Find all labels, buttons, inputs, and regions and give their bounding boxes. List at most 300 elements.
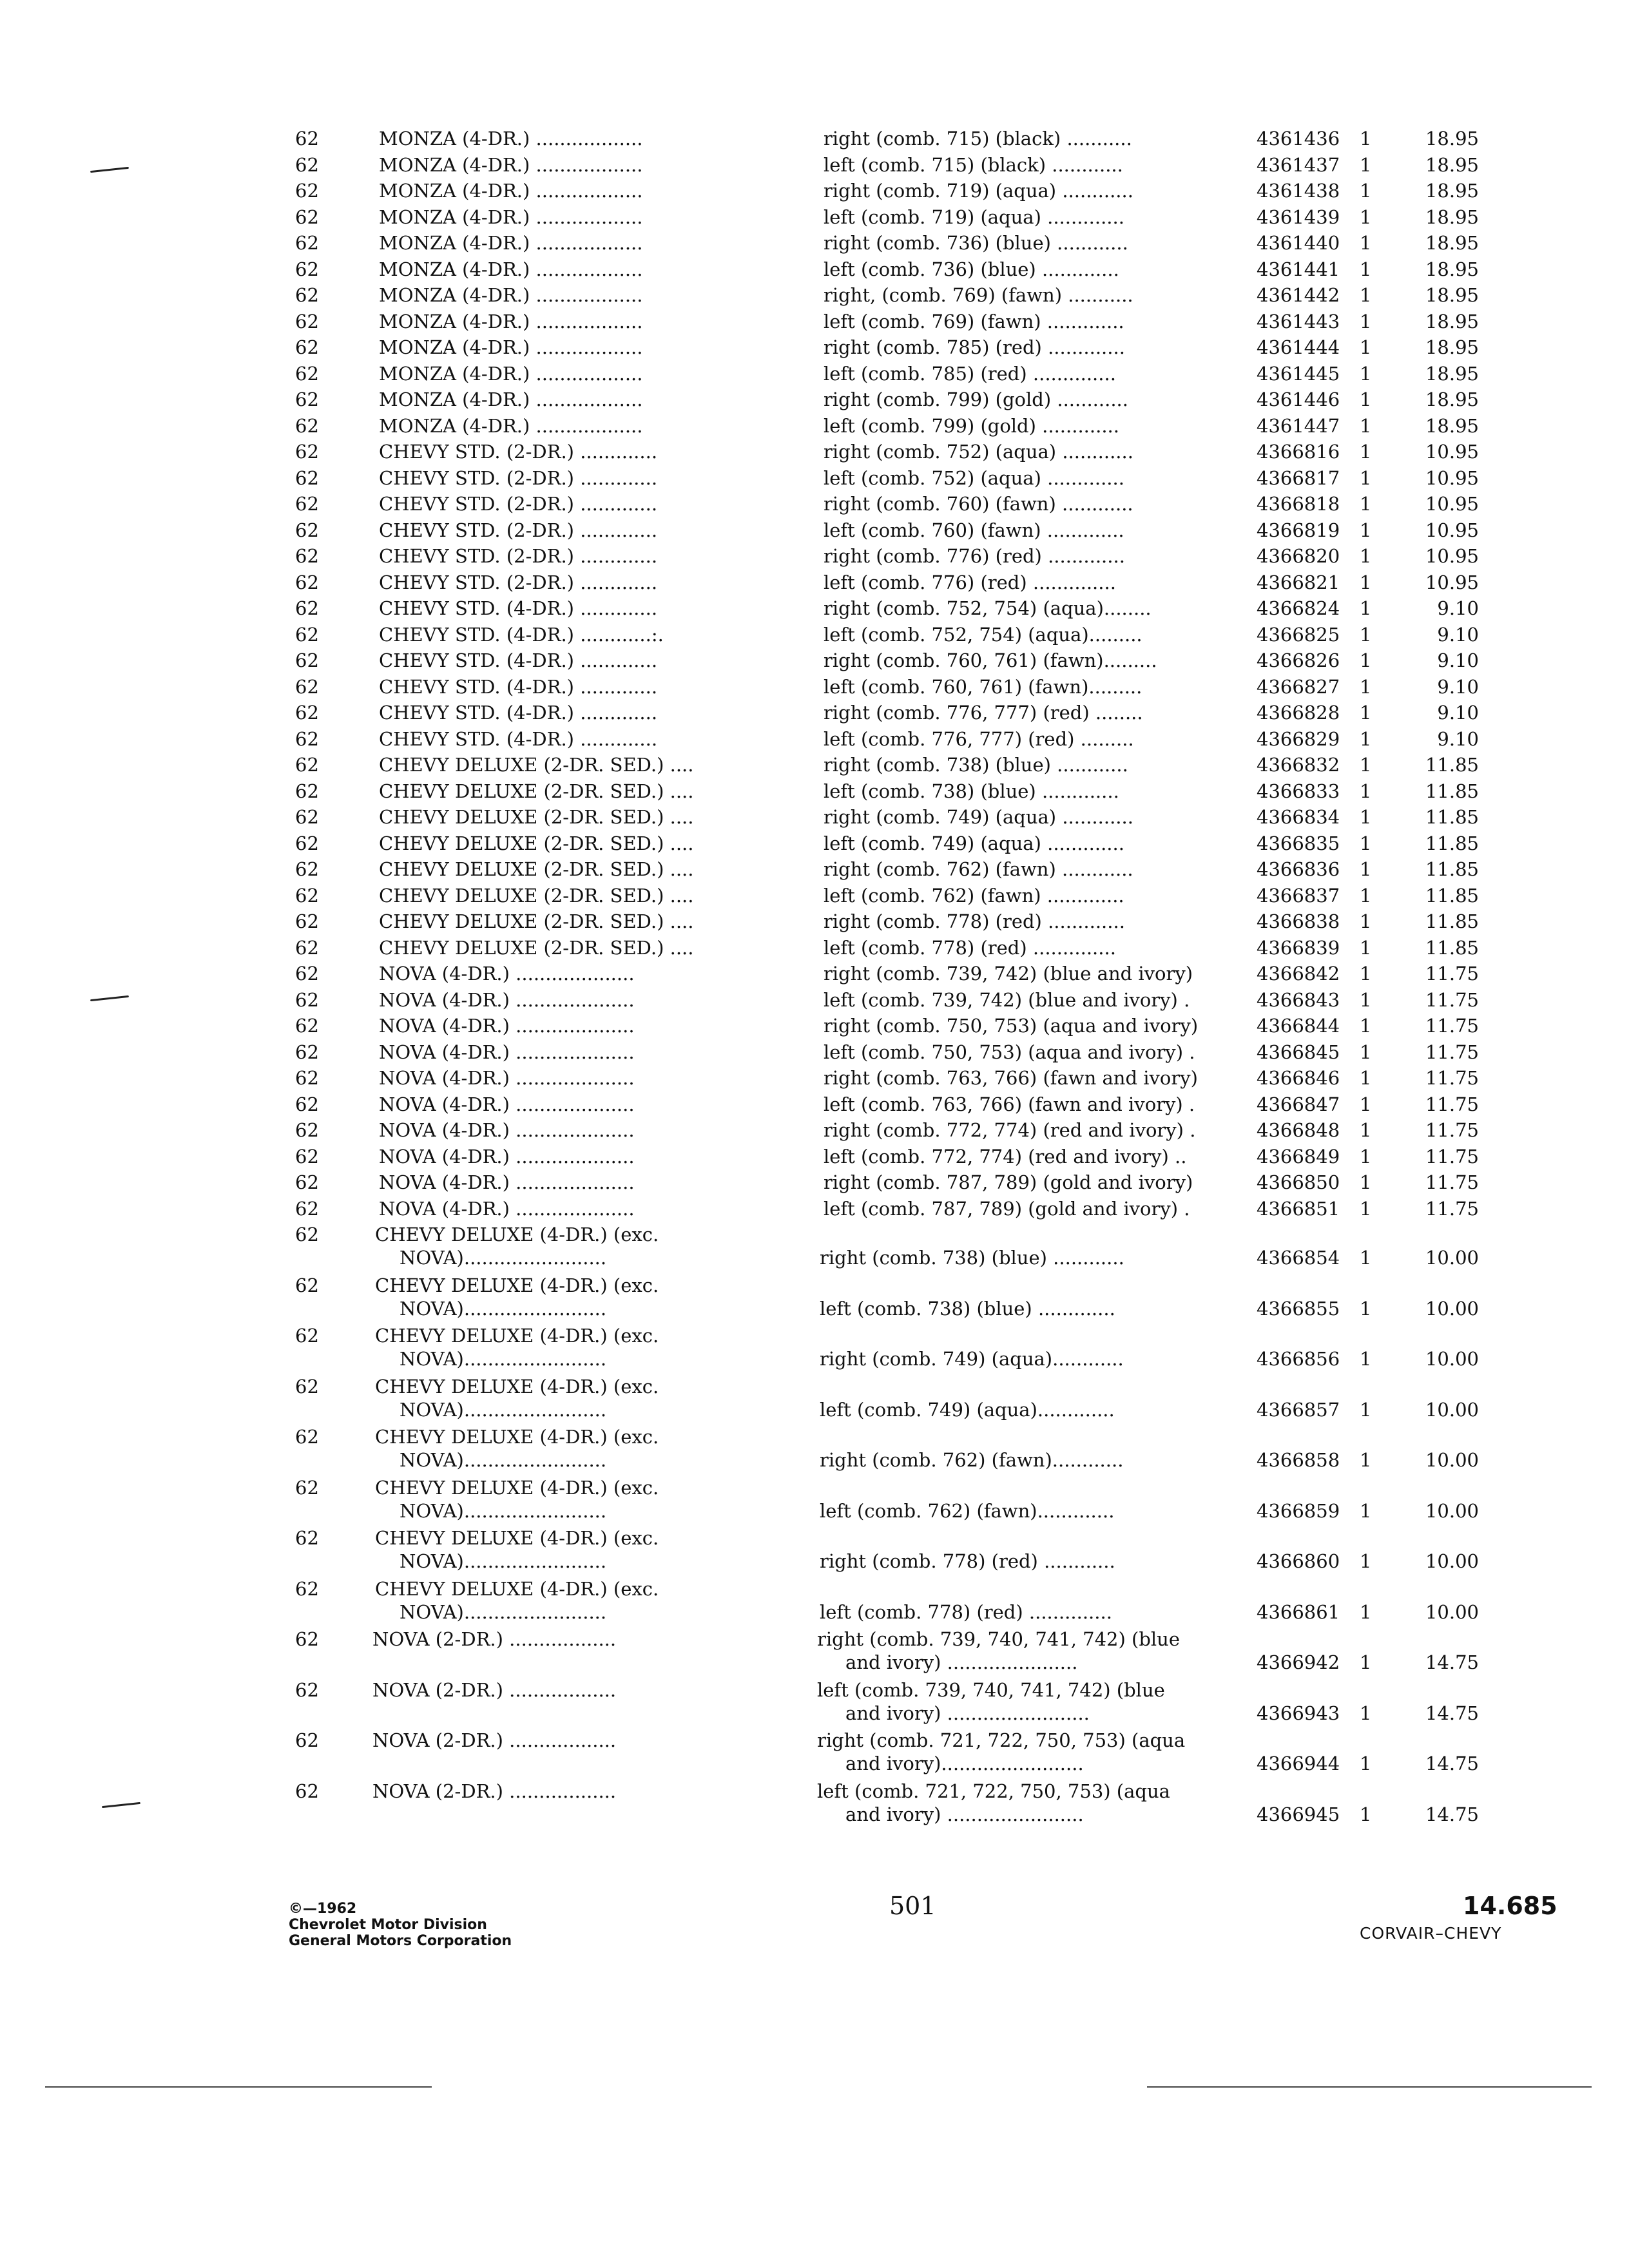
price-cell: 10.00 (1425, 1600, 1479, 1623)
quantity-cell: 1 (1360, 1197, 1372, 1220)
part-number-cell: 4366855 (1257, 1297, 1340, 1320)
price-cell: 11.75 (1425, 963, 1479, 985)
table-row (0, 1013, 1629, 1039)
year-cell: 62 (295, 963, 319, 985)
model-cell: CHEVY STD. (2-DR.) ............. (379, 519, 658, 541)
quantity-cell: 1 (1360, 1702, 1372, 1724)
year-cell: 62 (295, 597, 319, 619)
part-number-cell: 4366851 (1257, 1197, 1340, 1220)
model-cell: NOVA (4-DR.) .................... (379, 988, 635, 1011)
part-number-cell: 4366859 (1257, 1499, 1340, 1522)
year-cell: 62 (295, 858, 319, 880)
model-cell-continued: NOVA)........................ (400, 1348, 607, 1370)
year-cell: 62 (295, 1067, 319, 1089)
description-cell: right (comb. 760) (fawn) ............ (824, 493, 1133, 515)
copyright-corporation: General Motors Corporation (289, 1933, 512, 1949)
price-cell: 18.95 (1425, 336, 1479, 358)
table-row (0, 961, 1629, 987)
price-cell: 11.75 (1425, 1093, 1479, 1115)
quantity-cell: 1 (1360, 1015, 1372, 1037)
description-cell: right (comb. 787, 789) (gold and ivory) (824, 1171, 1193, 1193)
price-cell: 9.10 (1437, 623, 1479, 646)
year-cell: 62 (295, 545, 319, 567)
model-cell: CHEVY STD. (4-DR.) ............:. (379, 623, 664, 646)
model-cell: CHEVY STD. (2-DR.) ............. (379, 466, 658, 489)
year-cell: 62 (295, 310, 319, 332)
description-cell: left (comb. 739, 742) (blue and ivory) . (824, 988, 1190, 1011)
part-number-cell: 4366843 (1257, 988, 1340, 1011)
quantity-cell: 1 (1360, 1145, 1372, 1168)
year-cell: 62 (295, 1577, 319, 1600)
model-cell: MONZA (4-DR.) .................. (379, 153, 643, 176)
description-cell: right (comb. 739, 742) (blue and ivory) (824, 963, 1193, 985)
quantity-cell: 1 (1360, 1041, 1372, 1063)
part-number-cell: 4361437 (1257, 153, 1340, 176)
quantity-cell: 1 (1360, 884, 1372, 907)
table-row (0, 1196, 1629, 1222)
table-row (0, 674, 1629, 700)
model-cell: CHEVY STD. (2-DR.) ............. (379, 545, 658, 567)
part-number-cell: 4361442 (1257, 284, 1340, 306)
part-number-cell: 4361440 (1257, 232, 1340, 254)
quantity-cell: 1 (1360, 858, 1372, 880)
price-cell: 18.95 (1425, 232, 1479, 254)
table-row (0, 700, 1629, 726)
year-cell: 62 (295, 180, 319, 202)
year-cell: 62 (295, 414, 319, 437)
table-row (0, 1039, 1629, 1066)
table-row (0, 126, 1629, 152)
table-row (0, 413, 1629, 439)
description-cell: left (comb. 760) (fawn) ............. (824, 519, 1124, 541)
table-row (0, 1525, 1629, 1576)
year-cell: 62 (295, 1224, 319, 1245)
table-row (0, 778, 1629, 805)
price-cell: 14.75 (1425, 1651, 1479, 1673)
table-row (0, 1727, 1629, 1778)
quantity-cell: 1 (1360, 414, 1372, 437)
year-cell: 62 (295, 1197, 319, 1220)
model-cell: MONZA (4-DR.) .................. (379, 336, 643, 358)
quantity-cell: 1 (1360, 963, 1372, 985)
model-cell: CHEVY DELUXE (4-DR.) (exc. (375, 1577, 659, 1600)
price-cell: 14.75 (1425, 1702, 1479, 1724)
description-cell: left (comb. 721, 722, 750, 753) (aqua (817, 1780, 1170, 1802)
year-cell: 62 (295, 702, 319, 724)
price-cell: 9.10 (1437, 727, 1479, 750)
model-cell: CHEVY STD. (4-DR.) ............. (379, 727, 658, 750)
part-number-cell: 4366849 (1257, 1145, 1340, 1168)
part-number-cell: 4366942 (1257, 1651, 1340, 1673)
quantity-cell: 1 (1360, 571, 1372, 593)
model-cell: MONZA (4-DR.) .................. (379, 128, 643, 149)
part-number-cell: 4366832 (1257, 754, 1340, 776)
model-cell: CHEVY DELUXE (2-DR. SED.) .... (379, 884, 694, 907)
description-cell: right (comb. 752) (aqua) ............ (824, 441, 1133, 463)
model-cell-continued: NOVA)........................ (400, 1297, 607, 1320)
description-cell: right (comb. 762) (fawn)............ (820, 1449, 1124, 1471)
table-row (0, 465, 1629, 492)
quantity-cell: 1 (1360, 1499, 1372, 1522)
table-row (0, 1117, 1629, 1144)
part-number-cell: 4366847 (1257, 1093, 1340, 1115)
price-cell: 9.10 (1437, 649, 1479, 671)
year-cell: 62 (295, 336, 319, 358)
price-cell: 10.00 (1425, 1297, 1479, 1320)
year-cell: 62 (295, 936, 319, 959)
quantity-cell: 1 (1360, 936, 1372, 959)
model-cell: CHEVY DELUXE (2-DR. SED.) .... (379, 936, 694, 959)
description-cell-continued: and ivory) ...................... (845, 1651, 1078, 1673)
description-cell: right (comb. 739, 740, 741, 742) (blue (817, 1628, 1181, 1650)
model-cell: MONZA (4-DR.) .................. (379, 284, 643, 306)
year-cell: 62 (295, 1145, 319, 1168)
quantity-cell: 1 (1360, 128, 1372, 149)
description-cell: left (comb. 760, 761) (fawn)......... (824, 675, 1142, 698)
table-row (0, 491, 1629, 517)
price-cell: 10.95 (1425, 519, 1479, 541)
quantity-cell: 1 (1360, 1600, 1372, 1623)
description-cell: right (comb. 721, 722, 750, 753) (aqua (817, 1729, 1186, 1751)
model-cell: NOVA (4-DR.) .................... (379, 1067, 635, 1089)
model-cell-continued: NOVA)........................ (400, 1550, 607, 1572)
model-cell: CHEVY STD. (4-DR.) ............. (379, 649, 658, 671)
price-cell: 11.75 (1425, 1197, 1479, 1220)
part-number-cell: 4366860 (1257, 1550, 1340, 1572)
year-cell: 62 (295, 1015, 319, 1037)
quantity-cell: 1 (1360, 832, 1372, 854)
part-number-cell: 4366836 (1257, 858, 1340, 880)
description-cell-continued: and ivory) ....................... (845, 1803, 1084, 1825)
part-number-cell: 4366842 (1257, 963, 1340, 985)
description-cell: left (comb. 769) (fawn) ............. (824, 310, 1124, 332)
model-cell-continued: NOVA)........................ (400, 1247, 607, 1269)
quantity-cell: 1 (1360, 806, 1372, 828)
price-cell: 11.75 (1425, 1015, 1479, 1037)
year-cell: 62 (295, 1476, 319, 1499)
model-cell: NOVA (4-DR.) .................... (379, 1093, 635, 1115)
quantity-cell: 1 (1360, 597, 1372, 619)
model-cell: MONZA (4-DR.) .................. (379, 232, 643, 254)
part-number-cell: 4366844 (1257, 1015, 1340, 1037)
price-cell: 14.75 (1425, 1803, 1479, 1825)
year-cell: 62 (295, 153, 319, 176)
price-cell: 10.00 (1425, 1247, 1479, 1269)
model-cell: MONZA (4-DR.) .................. (379, 389, 643, 410)
quantity-cell: 1 (1360, 1297, 1372, 1320)
description-cell: left (comb. 738) (blue) ............. (820, 1297, 1115, 1320)
model-cell-continued: NOVA)........................ (400, 1449, 607, 1471)
quantity-cell: 1 (1360, 1247, 1372, 1269)
model-cell: CHEVY DELUXE (2-DR. SED.) .... (379, 832, 694, 854)
description-cell: right (comb. 785) (red) ............. (824, 336, 1125, 358)
part-number-cell: 4366850 (1257, 1171, 1340, 1193)
description-cell: left (comb. 778) (red) .............. (820, 1600, 1112, 1623)
table-row (0, 230, 1629, 256)
price-cell: 18.95 (1425, 258, 1479, 280)
description-cell: left (comb. 752, 754) (aqua)......... (824, 623, 1142, 646)
part-number-cell: 4366943 (1257, 1702, 1340, 1724)
price-cell: 10.00 (1425, 1449, 1479, 1471)
year-cell: 62 (295, 258, 319, 280)
table-row (0, 152, 1629, 178)
description-cell: right (comb. 749) (aqua)............ (820, 1348, 1124, 1370)
description-cell: right (comb. 719) (aqua) ............ (824, 180, 1133, 202)
table-row (0, 334, 1629, 361)
table-row (0, 517, 1629, 544)
year-cell: 62 (295, 884, 319, 907)
year-cell: 62 (295, 1119, 319, 1141)
model-cell: CHEVY STD. (4-DR.) ............. (379, 597, 658, 619)
part-number-cell: 4361444 (1257, 336, 1340, 358)
price-cell: 10.95 (1425, 571, 1479, 593)
description-cell: left (comb. 787, 789) (gold and ivory) . (824, 1197, 1190, 1220)
year-cell: 62 (295, 1678, 319, 1701)
description-cell: right (comb. 738) (blue) ............ (824, 754, 1128, 776)
part-number-cell: 4366819 (1257, 519, 1340, 541)
model-cell: NOVA (2-DR.) .................. (372, 1729, 617, 1751)
year-cell: 62 (295, 649, 319, 671)
part-number-cell: 4366827 (1257, 675, 1340, 698)
quantity-cell: 1 (1360, 1093, 1372, 1115)
table-row (0, 804, 1629, 831)
part-number-cell: 4361439 (1257, 206, 1340, 228)
price-cell: 11.85 (1425, 780, 1479, 802)
table-row (0, 1222, 1629, 1273)
year-cell: 62 (295, 727, 319, 750)
table-row (0, 361, 1629, 387)
price-cell: 9.10 (1437, 702, 1479, 724)
description-cell: left (comb. 776) (red) .............. (824, 571, 1116, 593)
description-cell: left (comb. 750, 753) (aqua and ivory) . (824, 1041, 1195, 1063)
part-number-cell: 4366826 (1257, 649, 1340, 671)
quantity-cell: 1 (1360, 910, 1372, 932)
description-cell: right (comb. 778) (red) ............. (824, 910, 1125, 932)
section-number: 14.685 (1463, 1892, 1557, 1920)
table-row (0, 543, 1629, 570)
table-row (0, 570, 1629, 596)
model-cell: CHEVY STD. (2-DR.) ............. (379, 441, 658, 463)
quantity-cell: 1 (1360, 493, 1372, 515)
year-cell: 62 (295, 206, 319, 228)
price-cell: 11.75 (1425, 1145, 1479, 1168)
quantity-cell: 1 (1360, 206, 1372, 228)
year-cell: 62 (295, 493, 319, 515)
table-row (0, 204, 1629, 231)
price-cell: 18.95 (1425, 414, 1479, 437)
part-number-cell: 4366824 (1257, 597, 1340, 619)
model-cell: CHEVY STD. (4-DR.) ............. (379, 702, 658, 724)
table-row (0, 622, 1629, 648)
year-cell: 62 (295, 466, 319, 489)
price-cell: 18.95 (1425, 284, 1479, 306)
model-cell: CHEVY DELUXE (2-DR. SED.) .... (379, 858, 694, 880)
part-number-cell: 4366945 (1257, 1803, 1340, 1825)
description-cell: right (comb. 799) (gold) ............ (824, 389, 1128, 410)
table-row (0, 908, 1629, 935)
table-row (0, 1169, 1629, 1196)
price-cell: 10.95 (1425, 493, 1479, 515)
table-row (0, 856, 1629, 883)
description-cell: right (comb. 778) (red) ............ (820, 1550, 1115, 1572)
table-row (0, 752, 1629, 778)
price-cell: 10.95 (1425, 545, 1479, 567)
model-cell: CHEVY DELUXE (2-DR. SED.) .... (379, 910, 694, 932)
price-cell: 11.85 (1425, 884, 1479, 907)
quantity-cell: 1 (1360, 727, 1372, 750)
price-cell: 18.95 (1425, 153, 1479, 176)
model-cell: NOVA (4-DR.) .................... (379, 1041, 635, 1063)
model-cell: CHEVY DELUXE (4-DR.) (exc. (375, 1224, 659, 1245)
description-cell: left (comb. 738) (blue) ............. (824, 780, 1119, 802)
part-number-cell: 4366861 (1257, 1600, 1340, 1623)
price-cell: 11.85 (1425, 910, 1479, 932)
part-number-cell: 4366846 (1257, 1067, 1340, 1089)
year-cell: 62 (295, 1093, 319, 1115)
table-row (0, 1475, 1629, 1526)
year-cell: 62 (295, 675, 319, 698)
price-cell: 11.85 (1425, 936, 1479, 959)
model-cell: NOVA (4-DR.) .................... (379, 1171, 635, 1193)
year-cell: 62 (295, 1780, 319, 1802)
price-cell: 10.00 (1425, 1550, 1479, 1572)
description-cell: left (comb. 715) (black) ............ (824, 153, 1123, 176)
part-number-cell: 4366837 (1257, 884, 1340, 907)
table-row (0, 309, 1629, 335)
description-cell: right (comb. 776) (red) ............. (824, 545, 1125, 567)
year-cell: 62 (295, 128, 319, 149)
year-cell: 62 (295, 441, 319, 463)
part-number-cell: 4361441 (1257, 258, 1340, 280)
description-cell-continued: and ivory)........................ (845, 1753, 1084, 1774)
quantity-cell: 1 (1360, 675, 1372, 698)
price-cell: 11.85 (1425, 754, 1479, 776)
model-cell: MONZA (4-DR.) .................. (379, 414, 643, 437)
part-number-cell: 4361447 (1257, 414, 1340, 437)
part-number-cell: 4366857 (1257, 1398, 1340, 1421)
year-cell: 62 (295, 1274, 319, 1296)
description-cell: right (comb. 750, 753) (aqua and ivory) (824, 1015, 1199, 1037)
table-row (0, 935, 1629, 961)
model-cell-continued: NOVA)........................ (400, 1398, 607, 1421)
price-cell: 11.85 (1425, 806, 1479, 828)
model-cell: NOVA (4-DR.) .................... (379, 963, 635, 985)
quantity-cell: 1 (1360, 519, 1372, 541)
table-row (0, 1323, 1629, 1374)
quantity-cell: 1 (1360, 336, 1372, 358)
description-cell: right (comb. 715) (black) ........... (824, 128, 1132, 149)
quantity-cell: 1 (1360, 1067, 1372, 1089)
table-row (0, 1576, 1629, 1627)
model-cell: CHEVY STD. (4-DR.) ............. (379, 675, 658, 698)
year-cell: 62 (295, 1375, 319, 1398)
copyright-division: Chevrolet Motor Division (289, 1917, 487, 1933)
year-cell: 62 (295, 988, 319, 1011)
model-cell: NOVA (4-DR.) .................... (379, 1119, 635, 1141)
year-cell: 62 (295, 780, 319, 802)
part-number-cell: 4366828 (1257, 702, 1340, 724)
quantity-cell: 1 (1360, 1803, 1372, 1825)
description-cell: left (comb. 799) (gold) ............. (824, 414, 1119, 437)
model-cell: CHEVY DELUXE (4-DR.) (exc. (375, 1325, 659, 1347)
description-cell: left (comb. 762) (fawn) ............. (824, 884, 1124, 907)
year-cell: 62 (295, 284, 319, 306)
description-cell: left (comb. 749) (aqua) ............. (824, 832, 1124, 854)
model-cell-continued: NOVA)........................ (400, 1600, 607, 1623)
year-cell: 62 (295, 832, 319, 854)
part-number-cell: 4366839 (1257, 936, 1340, 959)
table-row (0, 831, 1629, 857)
quantity-cell: 1 (1360, 1348, 1372, 1370)
price-cell: 14.75 (1425, 1753, 1479, 1774)
part-number-cell: 4366818 (1257, 493, 1340, 515)
table-row (0, 726, 1629, 753)
quantity-cell: 1 (1360, 180, 1372, 202)
model-cell: NOVA (2-DR.) .................. (372, 1678, 617, 1701)
description-cell: right (comb. 760, 761) (fawn)......... (824, 649, 1157, 671)
model-cell: CHEVY DELUXE (4-DR.) (exc. (375, 1375, 659, 1398)
part-number-cell: 4366817 (1257, 466, 1340, 489)
part-number-cell: 4366944 (1257, 1753, 1340, 1774)
part-number-cell: 4366833 (1257, 780, 1340, 802)
description-cell: left (comb. 749) (aqua)............. (820, 1398, 1115, 1421)
table-row (0, 987, 1629, 1014)
part-number-cell: 4366835 (1257, 832, 1340, 854)
price-cell: 10.95 (1425, 441, 1479, 463)
description-cell: left (comb. 785) (red) .............. (824, 362, 1116, 385)
model-cell: MONZA (4-DR.) .................. (379, 206, 643, 228)
description-cell: right (comb. 752, 754) (aqua)........ (824, 597, 1152, 619)
quantity-cell: 1 (1360, 1171, 1372, 1193)
price-cell: 18.95 (1425, 206, 1479, 228)
table-row (0, 1778, 1629, 1829)
year-cell: 62 (295, 571, 319, 593)
model-cell: NOVA (4-DR.) .................... (379, 1015, 635, 1037)
year-cell: 62 (295, 362, 319, 385)
quantity-cell: 1 (1360, 466, 1372, 489)
quantity-cell: 1 (1360, 1550, 1372, 1572)
price-cell: 9.10 (1437, 675, 1479, 698)
description-cell: left (comb. 763, 766) (fawn and ivory) . (824, 1093, 1195, 1115)
year-cell: 62 (295, 232, 319, 254)
model-cell: CHEVY DELUXE (2-DR. SED.) .... (379, 754, 694, 776)
model-cell: NOVA (4-DR.) .................... (379, 1145, 635, 1168)
part-number-cell: 4366838 (1257, 910, 1340, 932)
quantity-cell: 1 (1360, 1119, 1372, 1141)
copyright-notice (289, 1901, 512, 1949)
copyright-year: ©—1962 (289, 1901, 357, 1917)
year-cell: 62 (295, 910, 319, 932)
price-cell: 11.85 (1425, 832, 1479, 854)
model-cell: CHEVY DELUXE (2-DR. SED.) .... (379, 780, 694, 802)
quantity-cell: 1 (1360, 780, 1372, 802)
part-number-cell: 4361443 (1257, 310, 1340, 332)
quantity-cell: 1 (1360, 1398, 1372, 1421)
description-cell: right (comb. 763, 766) (fawn and ivory) (824, 1067, 1198, 1089)
quantity-cell: 1 (1360, 258, 1372, 280)
table-row (0, 883, 1629, 909)
table-row (0, 439, 1629, 465)
year-cell: 62 (295, 623, 319, 646)
part-number-cell: 4361445 (1257, 362, 1340, 385)
table-row (0, 1065, 1629, 1091)
model-cell: CHEVY DELUXE (2-DR. SED.) .... (379, 806, 694, 828)
year-cell: 62 (295, 1426, 319, 1448)
quantity-cell: 1 (1360, 545, 1372, 567)
model-cell: MONZA (4-DR.) .................. (379, 310, 643, 332)
year-cell: 62 (295, 806, 319, 828)
table-row (0, 595, 1629, 622)
